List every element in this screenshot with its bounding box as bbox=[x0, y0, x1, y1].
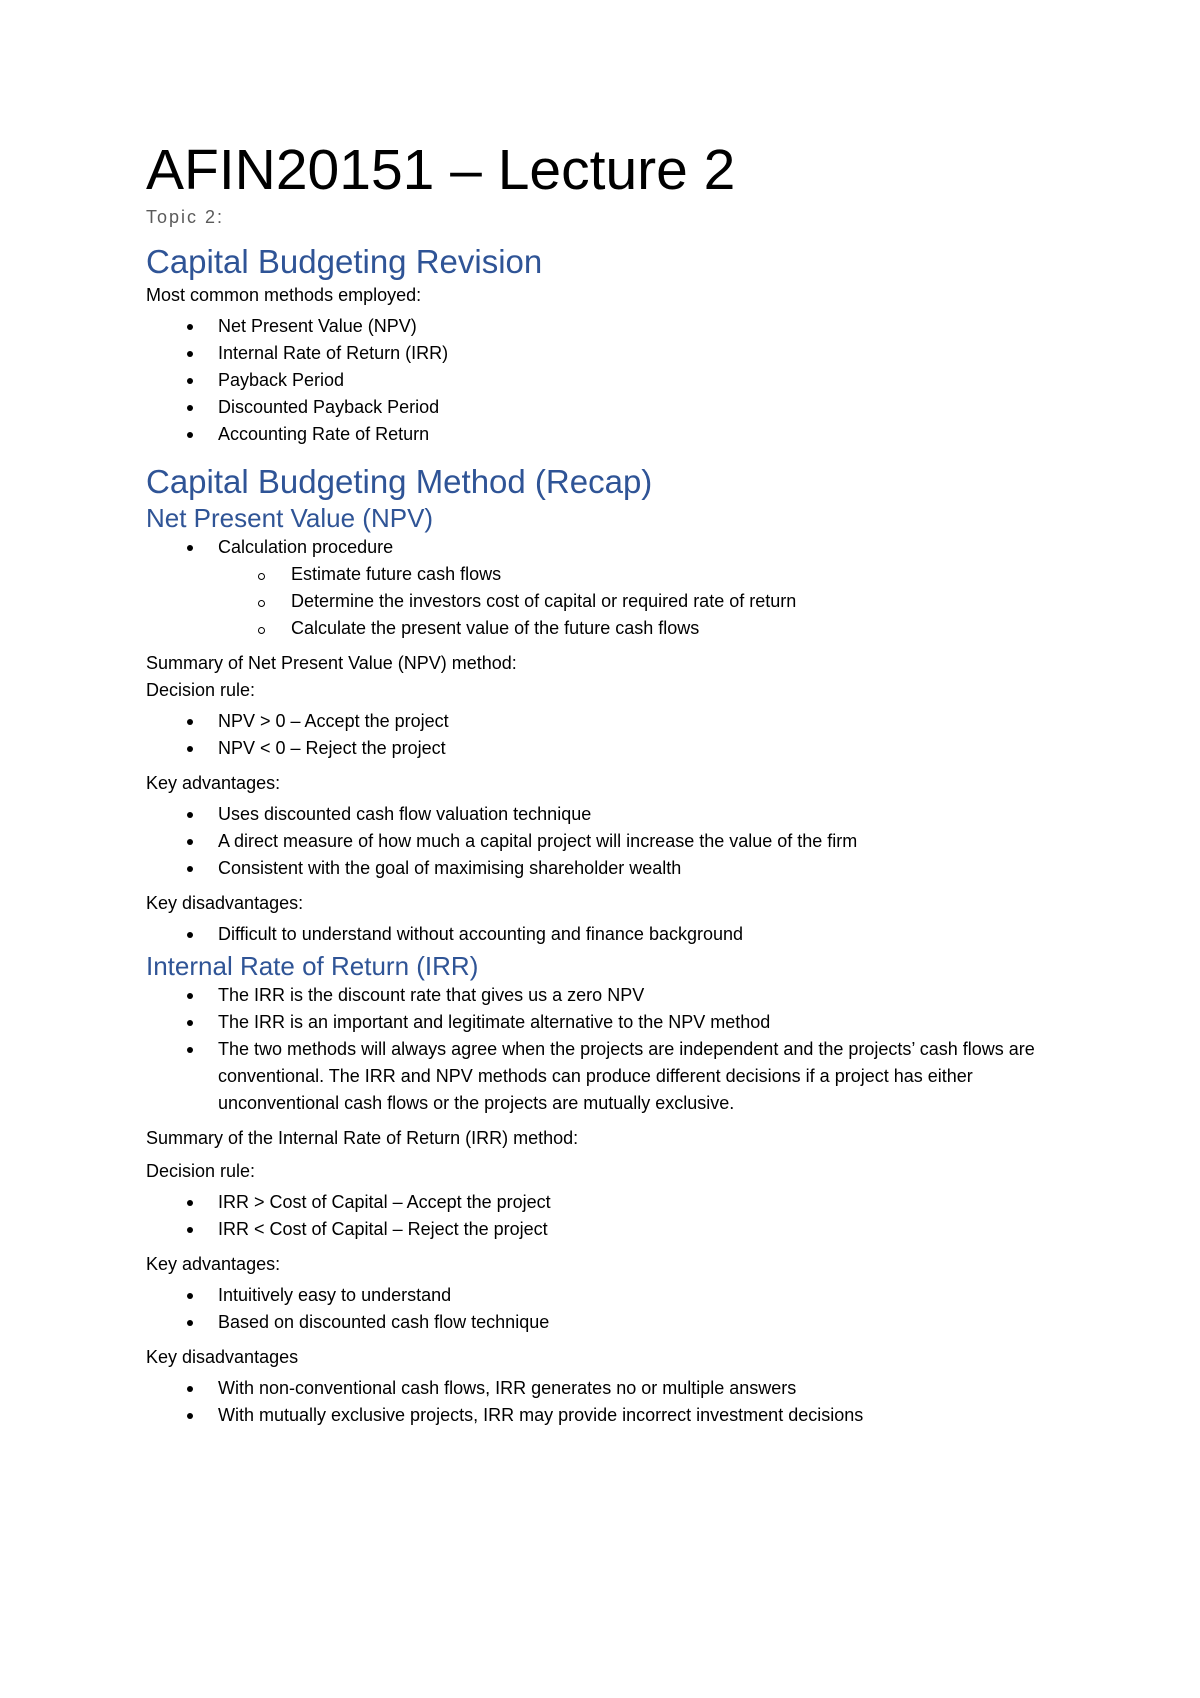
list-item: Estimate future cash flows bbox=[291, 561, 1076, 588]
irr-disadvantages-label: Key disadvantages bbox=[146, 1347, 299, 1367]
list-item: Payback Period bbox=[218, 367, 1076, 394]
circle-bullet-icon bbox=[258, 600, 265, 607]
irr-points-list bbox=[146, 982, 1076, 1117]
list-item: NPV < 0 – Reject the project bbox=[218, 735, 1076, 762]
heading-capital-budgeting-method: Capital Budgeting Method (Recap) bbox=[146, 463, 653, 500]
bullet-icon bbox=[187, 351, 193, 357]
npv-decision-list bbox=[146, 708, 1076, 762]
bullet-icon bbox=[187, 1413, 193, 1419]
list-item: The two methods will always agree when the projects are independent and the projects’ cash flows are conventional. The IRR and NPV methods can produce different decisions if a project has either unconventional cash flows or the projects are mutually exclusive. bbox=[218, 1036, 1076, 1117]
methods-list bbox=[146, 313, 1076, 448]
heading-capital-budgeting-revision: Capital Budgeting Revision bbox=[146, 243, 543, 280]
bullet-icon bbox=[187, 1320, 193, 1326]
npv-decision-label: Decision rule: bbox=[146, 680, 256, 700]
npv-advantages-list bbox=[146, 801, 1076, 882]
bullet-icon bbox=[187, 932, 193, 938]
npv-summary: Summary of Net Present Value (NPV) method: bbox=[146, 653, 517, 673]
list-item: Calculation procedure Estimate future cash flows Determine the investors cost of capital or required rate of return Calculate the present value of the future cash flows bbox=[218, 534, 1076, 642]
bullet-icon bbox=[187, 1020, 193, 1026]
document-body bbox=[146, 138, 1076, 1437]
list-item: Calculate the present value of the future cash flows bbox=[291, 615, 1076, 642]
bullet-icon bbox=[187, 839, 193, 845]
irr-summary: Summary of the Internal Rate of Return (IRR) method: bbox=[146, 1128, 579, 1148]
heading-npv: Net Present Value (NPV) bbox=[146, 503, 434, 533]
irr-advantages-label: Key advantages: bbox=[146, 1254, 281, 1274]
bullet-icon bbox=[187, 545, 193, 551]
bullet-icon bbox=[187, 405, 193, 411]
irr-advantages-list bbox=[146, 1282, 1076, 1336]
list-item: Difficult to understand without accounting and finance background bbox=[218, 921, 1076, 948]
bullet-icon bbox=[187, 1200, 193, 1206]
list-item: Uses discounted cash flow valuation technique bbox=[218, 801, 1076, 828]
irr-decision-label: Decision rule: bbox=[146, 1161, 256, 1181]
npv-advantages-label: Key advantages: bbox=[146, 773, 281, 793]
document-subtitle: Topic 2: bbox=[146, 207, 225, 227]
bullet-icon bbox=[187, 1386, 193, 1392]
bullet-icon bbox=[187, 812, 193, 818]
npv-disadvantages-label: Key disadvantages: bbox=[146, 893, 304, 913]
bullet-icon bbox=[187, 432, 193, 438]
list-item: The IRR is the discount rate that gives us a zero NPV bbox=[218, 982, 1076, 1009]
document-title: AFIN20151 – Lecture 2 bbox=[146, 138, 736, 202]
list-item: IRR > Cost of Capital – Accept the project bbox=[218, 1189, 1076, 1216]
irr-disadvantages-list bbox=[146, 1375, 1076, 1429]
list-item: IRR < Cost of Capital – Reject the project bbox=[218, 1216, 1076, 1243]
circle-bullet-icon bbox=[258, 627, 265, 634]
list-item: Consistent with the goal of maximising shareholder wealth bbox=[218, 855, 1076, 882]
circle-bullet-icon bbox=[258, 573, 265, 580]
list-item: NPV > 0 – Accept the project bbox=[218, 708, 1076, 735]
list-item: Internal Rate of Return (IRR) bbox=[218, 340, 1076, 367]
bullet-icon bbox=[187, 1227, 193, 1233]
list-item: Intuitively easy to understand bbox=[218, 1282, 1076, 1309]
bullet-icon bbox=[187, 993, 193, 999]
list-item: Discounted Payback Period bbox=[218, 394, 1076, 421]
bullet-icon bbox=[187, 719, 193, 725]
bullet-icon bbox=[187, 324, 193, 330]
list-item: A direct measure of how much a capital project will increase the value of the firm bbox=[218, 828, 1076, 855]
list-item: The IRR is an important and legitimate alternative to the NPV method bbox=[218, 1009, 1076, 1036]
bullet-icon bbox=[187, 1047, 193, 1053]
list-item: Determine the investors cost of capital or required rate of return bbox=[291, 588, 1076, 615]
npv-steps-list bbox=[218, 561, 1076, 642]
methods-intro: Most common methods employed: bbox=[146, 285, 422, 305]
list-item: With non-conventional cash flows, IRR generates no or multiple answers bbox=[218, 1375, 1076, 1402]
list-item: Net Present Value (NPV) bbox=[218, 313, 1076, 340]
npv-disadvantages-list bbox=[146, 921, 1076, 948]
list-item: Accounting Rate of Return bbox=[218, 421, 1076, 448]
list-item: With mutually exclusive projects, IRR may provide incorrect investment decisions bbox=[218, 1402, 1076, 1429]
npv-procedure-list bbox=[146, 534, 1076, 642]
bullet-icon bbox=[187, 1293, 193, 1299]
bullet-icon bbox=[187, 866, 193, 872]
irr-decision-list bbox=[146, 1189, 1076, 1243]
bullet-icon bbox=[187, 746, 193, 752]
bullet-icon bbox=[187, 378, 193, 384]
heading-irr: Internal Rate of Return (IRR) bbox=[146, 951, 479, 981]
list-item: Based on discounted cash flow technique bbox=[218, 1309, 1076, 1336]
